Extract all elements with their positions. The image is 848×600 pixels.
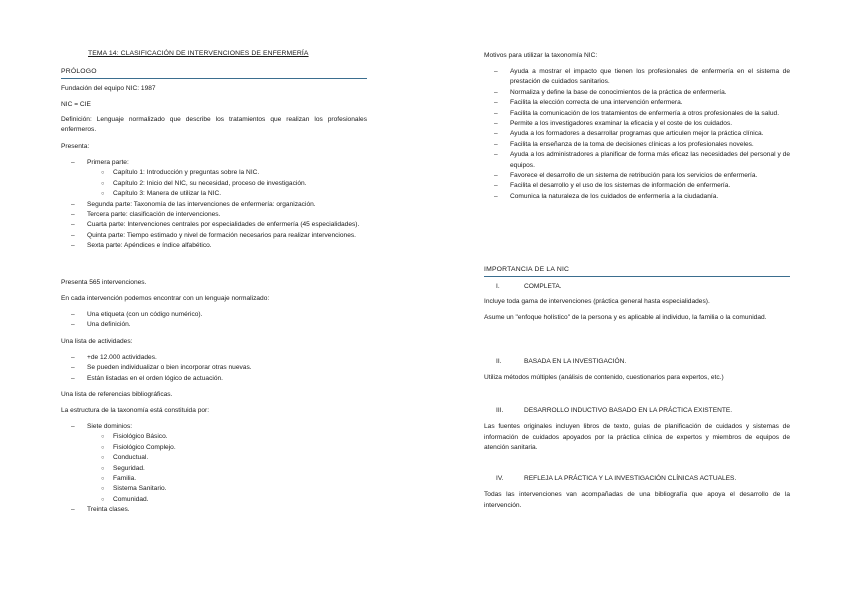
list-item: – Facilita la enseñanza de la toma de decisiones clínicas a los profesionales noveles. xyxy=(484,140,790,150)
actividades-list xyxy=(61,353,367,384)
list-item: ○ Sistema Sanitario. xyxy=(101,484,367,494)
list-item: – Normaliza y define la base de conocimientos de la práctica de enfermería. xyxy=(484,88,790,98)
list-item: – Se pueden individualizar o bien incorporar otras nuevas. xyxy=(61,363,367,373)
motivos-list xyxy=(484,67,790,202)
list-item: ○ Fisiológico Básico. xyxy=(101,432,367,442)
list-item: – Facilita la elección correcta de una intervención enfermera. xyxy=(484,98,790,108)
list-item: ○ Conductual. xyxy=(101,453,367,463)
estructura-text: La estructura de la taxonomía está constituida por: xyxy=(61,407,210,414)
section-heading xyxy=(484,474,790,484)
lista-referencias-text: Una lista de referencias bibliográficas. xyxy=(61,391,173,398)
section-heading xyxy=(484,357,790,367)
list-item: – Facilita la comunicación de los tratamientos de enfermería a otros profesionales de la salud. xyxy=(484,109,790,119)
document-title: TEMA 14: CLASIFICACIÓN DE INTERVENCIONES DE ENFERMERÍA xyxy=(88,50,309,57)
list-item: ○ Capítulo 2: Inicio del NIC, su necesidad, proceso de investigación. xyxy=(101,179,367,189)
list-item: – Ayuda a los administradores a planificar de forma más eficaz las necesidades del personal y de equipos. xyxy=(484,150,790,171)
list-item: – Comunica la naturaleza de los cuidados de enfermería a la ciudadanía. xyxy=(484,192,790,202)
list-item: – Cuarta parte: Intervenciones centrales por especialidades de enfermería (45 especialidades). xyxy=(61,220,367,230)
fundacion-text: Fundación del equipo NIC: 1987 xyxy=(61,85,156,92)
section-paragraph: Todas las intervenciones van acompañadas de una bibliografía que apoya el desarrollo de la intervención. xyxy=(484,491,790,509)
section-title: COMPLETA. xyxy=(524,283,562,290)
section-number: III. xyxy=(496,407,504,414)
list-item: ○ Fisiológico Complejo. xyxy=(101,443,367,453)
section-investigacion xyxy=(484,357,790,384)
definicion-text: Definición: Lenguaje normalizado que describe los tratamientos que realizan los profesionales enfermeros. xyxy=(61,116,367,134)
list-item: – Sexta parte: Apéndices e índice alfabético. xyxy=(61,241,367,251)
list-item: – +de 12.000 actividades. xyxy=(61,353,367,363)
list-item: – Tercera parte: clasificación de intervenciones. xyxy=(61,210,367,220)
section-paragraph: Incluye toda gama de intervenciones (práctica general hasta especialidades). xyxy=(484,298,710,306)
section-title: REFLEJA LA PRÁCTICA Y LA INVESTIGACIÓN CLÍNICAS ACTUALES. xyxy=(524,475,737,482)
capitulos-list xyxy=(61,168,367,199)
list-item: – Permite a los investigadores examinar la eficacia y el coste de los cuidados. xyxy=(484,119,790,129)
list-item xyxy=(61,422,367,505)
section-paragraph: Las fuentes originales incluyen libros de texto, guías de planificación de cuidados y sistemas de información de cuidados apoyados por la práctica clínica de expertos y miembros de equipos de atención sanitaria. xyxy=(484,423,790,452)
section-desarrollo xyxy=(484,406,790,454)
list-item: – Ayuda a los formadores a desarrollar programas que articulen mejor la práctica clínica. xyxy=(484,129,790,139)
list-item: – Una definición. xyxy=(61,320,367,330)
presenta-label: Presenta: xyxy=(61,143,90,150)
motivos-label: Motivos para utilizar la taxonomía NIC: xyxy=(484,52,598,59)
section-refleja xyxy=(484,474,790,511)
section-completa xyxy=(484,282,790,323)
list-item xyxy=(61,158,367,200)
importancia-heading: IMPORTANCIA DE LA NIC xyxy=(484,265,790,277)
taxonomia-list xyxy=(61,422,367,516)
section-heading xyxy=(484,406,790,416)
list-item: – Están listadas en el orden lógico de actuación. xyxy=(61,374,367,384)
list-item: – Facilita el desarrollo y el uso de los sistemas de información de enfermería. xyxy=(484,181,790,191)
primera-parte: Primera parte: xyxy=(87,159,129,166)
section-number: IV. xyxy=(496,475,504,482)
section-paragraph: Asume un "enfoque holístico" de la persona y es aplicable al individuo, la familia o la comunidad. xyxy=(484,313,767,321)
section-title: BASADA EN LA INVESTIGACIÓN. xyxy=(524,358,627,365)
section-number: I. xyxy=(496,283,500,290)
prologo-heading: PRÓLOGO xyxy=(61,67,367,79)
list-item: ○ Seguridad. xyxy=(101,464,367,474)
list-item: – Una etiqueta (con un código numérico). xyxy=(61,310,367,320)
siete-dominios: Siete dominios: xyxy=(87,423,133,430)
section-heading xyxy=(484,282,790,292)
normalizado-list xyxy=(61,310,367,331)
nic-cie-text: NIC = CIE xyxy=(61,101,91,108)
presenta-565-text: Presenta 565 intervenciones. xyxy=(61,279,147,286)
list-item: – Ayuda a mostrar el impacto que tienen los profesionales de enfermería en el sistema de prestación de cuidados sanitarios. xyxy=(484,67,790,88)
list-item: – Favorece el desarrollo de un sistema de retribución para los servicios de enfermería. xyxy=(484,171,790,181)
list-item: ○ Familia. xyxy=(101,474,367,484)
partes-list xyxy=(61,158,367,252)
section-number: II. xyxy=(496,358,502,365)
list-item: ○ Comunidad. xyxy=(101,495,367,505)
list-item: ○ Capítulo 3: Manera de utilizar la NIC. xyxy=(101,189,367,199)
list-item: – Treinta clases. xyxy=(61,505,367,515)
list-item: – Segunda parte: Taxonomía de las intervenciones de enfermería: organización. xyxy=(61,200,367,210)
dominios-list xyxy=(61,432,367,505)
section-paragraph: Utiliza métodos múltiples (análisis de contenido, cuestionarios para expertos, etc.) xyxy=(484,374,724,382)
en-cada-text: En cada intervención podemos encontrar con un lenguaje normalizado: xyxy=(61,295,270,302)
list-item: – Quinta parte: Tiempo estimado y nivel de formación necesarios para realizar intervenciones. xyxy=(61,231,367,241)
section-title: DESARROLLO INDUCTIVO BASADO EN LA PRÁCTICA EXISTENTE. xyxy=(524,407,733,414)
list-item: ○ Capítulo 1: Introducción y preguntas sobre la NIC. xyxy=(101,168,367,178)
lista-actividades-label: Una lista de actividades: xyxy=(61,338,133,345)
